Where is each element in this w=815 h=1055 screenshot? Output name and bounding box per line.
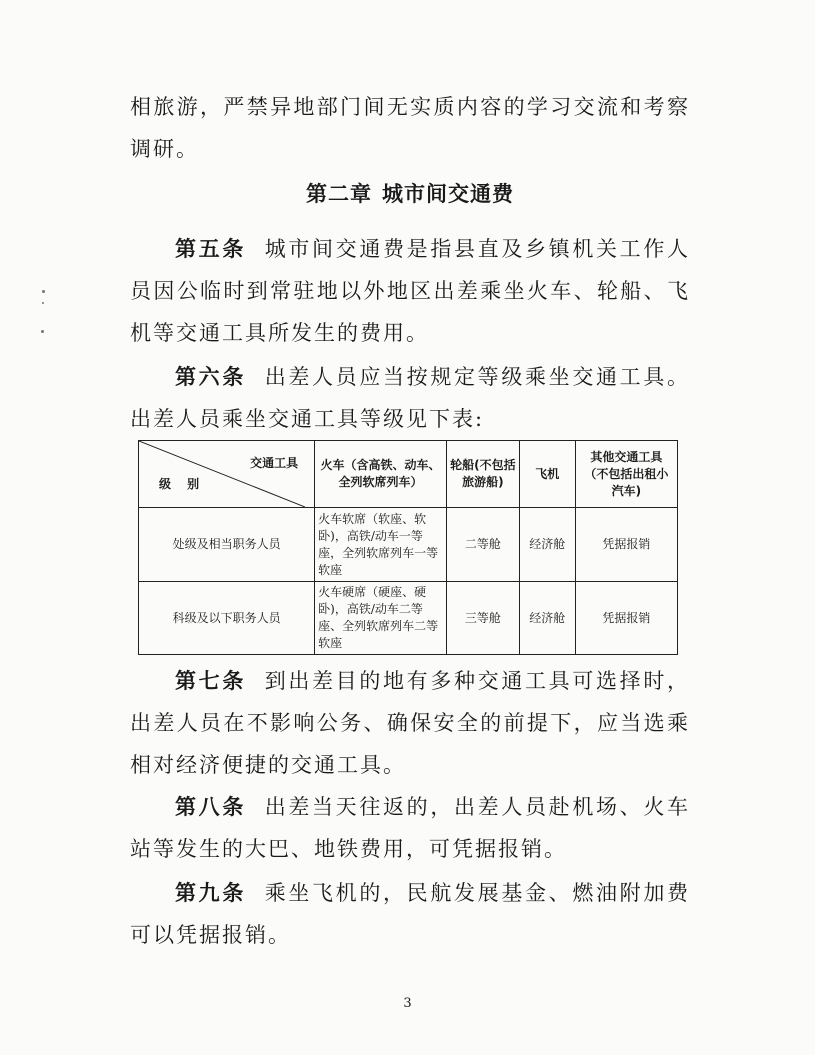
row-train: 火车硬席（硬座、硬卧)，高铁/动车二等座、全列软席列车二等软座 — [315, 582, 447, 655]
row-level: 处级及相当职务人员 — [139, 508, 315, 582]
corner-top-label: 交通工具 — [250, 456, 299, 470]
chapter-title: 城市间交通费 — [382, 182, 514, 206]
article-7-text: 到出差目的地有多种交通工具可选择时，出差人员在不影响公务、确保安全的前提下，应当选乘相对经济便捷的交通工具。 — [130, 669, 690, 777]
article-7-number: 第七条 — [175, 669, 246, 693]
scan-speck — [42, 302, 44, 304]
header-other: 其他交通工具（不包括出租小汽车) — [575, 441, 677, 508]
article-9 — [130, 872, 690, 956]
article-5-number: 第五条 — [175, 237, 246, 261]
page-number: 3 — [403, 996, 412, 1011]
paragraph-continued: 相旅游，严禁异地部门间无实质内容的学习交流和考察调研。 — [130, 95, 690, 161]
article-5-text: 城市间交通费是指县直及乡镇机关工作人员因公临时到常驻地以外地区出差乘坐火车、轮船、飞机等交通工具所发生的费用。 — [130, 237, 690, 345]
header-train: 火车（含高铁、动车、全列软席列车） — [315, 441, 447, 508]
diagonal-line — [139, 441, 305, 507]
row-other: 凭据报销 — [575, 582, 677, 655]
chapter-heading — [130, 178, 690, 210]
table-corner-cell — [139, 441, 315, 508]
corner-bottom-label: 级 别 — [159, 477, 206, 491]
header-plane: 飞机 — [519, 441, 575, 508]
transport-grade-table — [138, 440, 678, 655]
row-plane: 经济舱 — [519, 508, 575, 582]
chapter-number: 第二章 — [306, 182, 372, 206]
table-header-row — [139, 441, 678, 508]
table-row — [139, 508, 678, 582]
row-plane: 经济舱 — [519, 582, 575, 655]
header-ship: 轮船(不包括旅游船) — [446, 441, 519, 508]
scan-speck — [41, 330, 44, 333]
table-row — [139, 582, 678, 655]
article-8-number: 第八条 — [175, 795, 246, 819]
article-6 — [130, 356, 690, 440]
article-7 — [130, 660, 690, 786]
row-level: 科级及以下职务人员 — [139, 582, 315, 655]
article-6-text: 出差人员应当按规定等级乘坐交通工具。出差人员乘坐交通工具等级见下表: — [130, 365, 690, 431]
row-train: 火车软席（软座、软卧)，高铁/动车一等座，全列软席列车一等软座 — [315, 508, 447, 582]
article-8 — [130, 786, 690, 870]
article-8-text: 出差当天往返的，出差人员赴机场、火车站等发生的大巴、地铁费用，可凭据报销。 — [130, 795, 690, 861]
article-9-number: 第九条 — [175, 881, 246, 905]
row-other: 凭据报销 — [575, 508, 677, 582]
row-ship: 三等舱 — [446, 582, 519, 655]
article-9-text: 乘坐飞机的，民航发展基金、燃油附加费可以凭据报销。 — [130, 881, 690, 947]
article-6-number: 第六条 — [175, 365, 246, 389]
row-ship: 二等舱 — [446, 508, 519, 582]
scan-speck — [42, 290, 45, 293]
article-5 — [130, 228, 690, 354]
